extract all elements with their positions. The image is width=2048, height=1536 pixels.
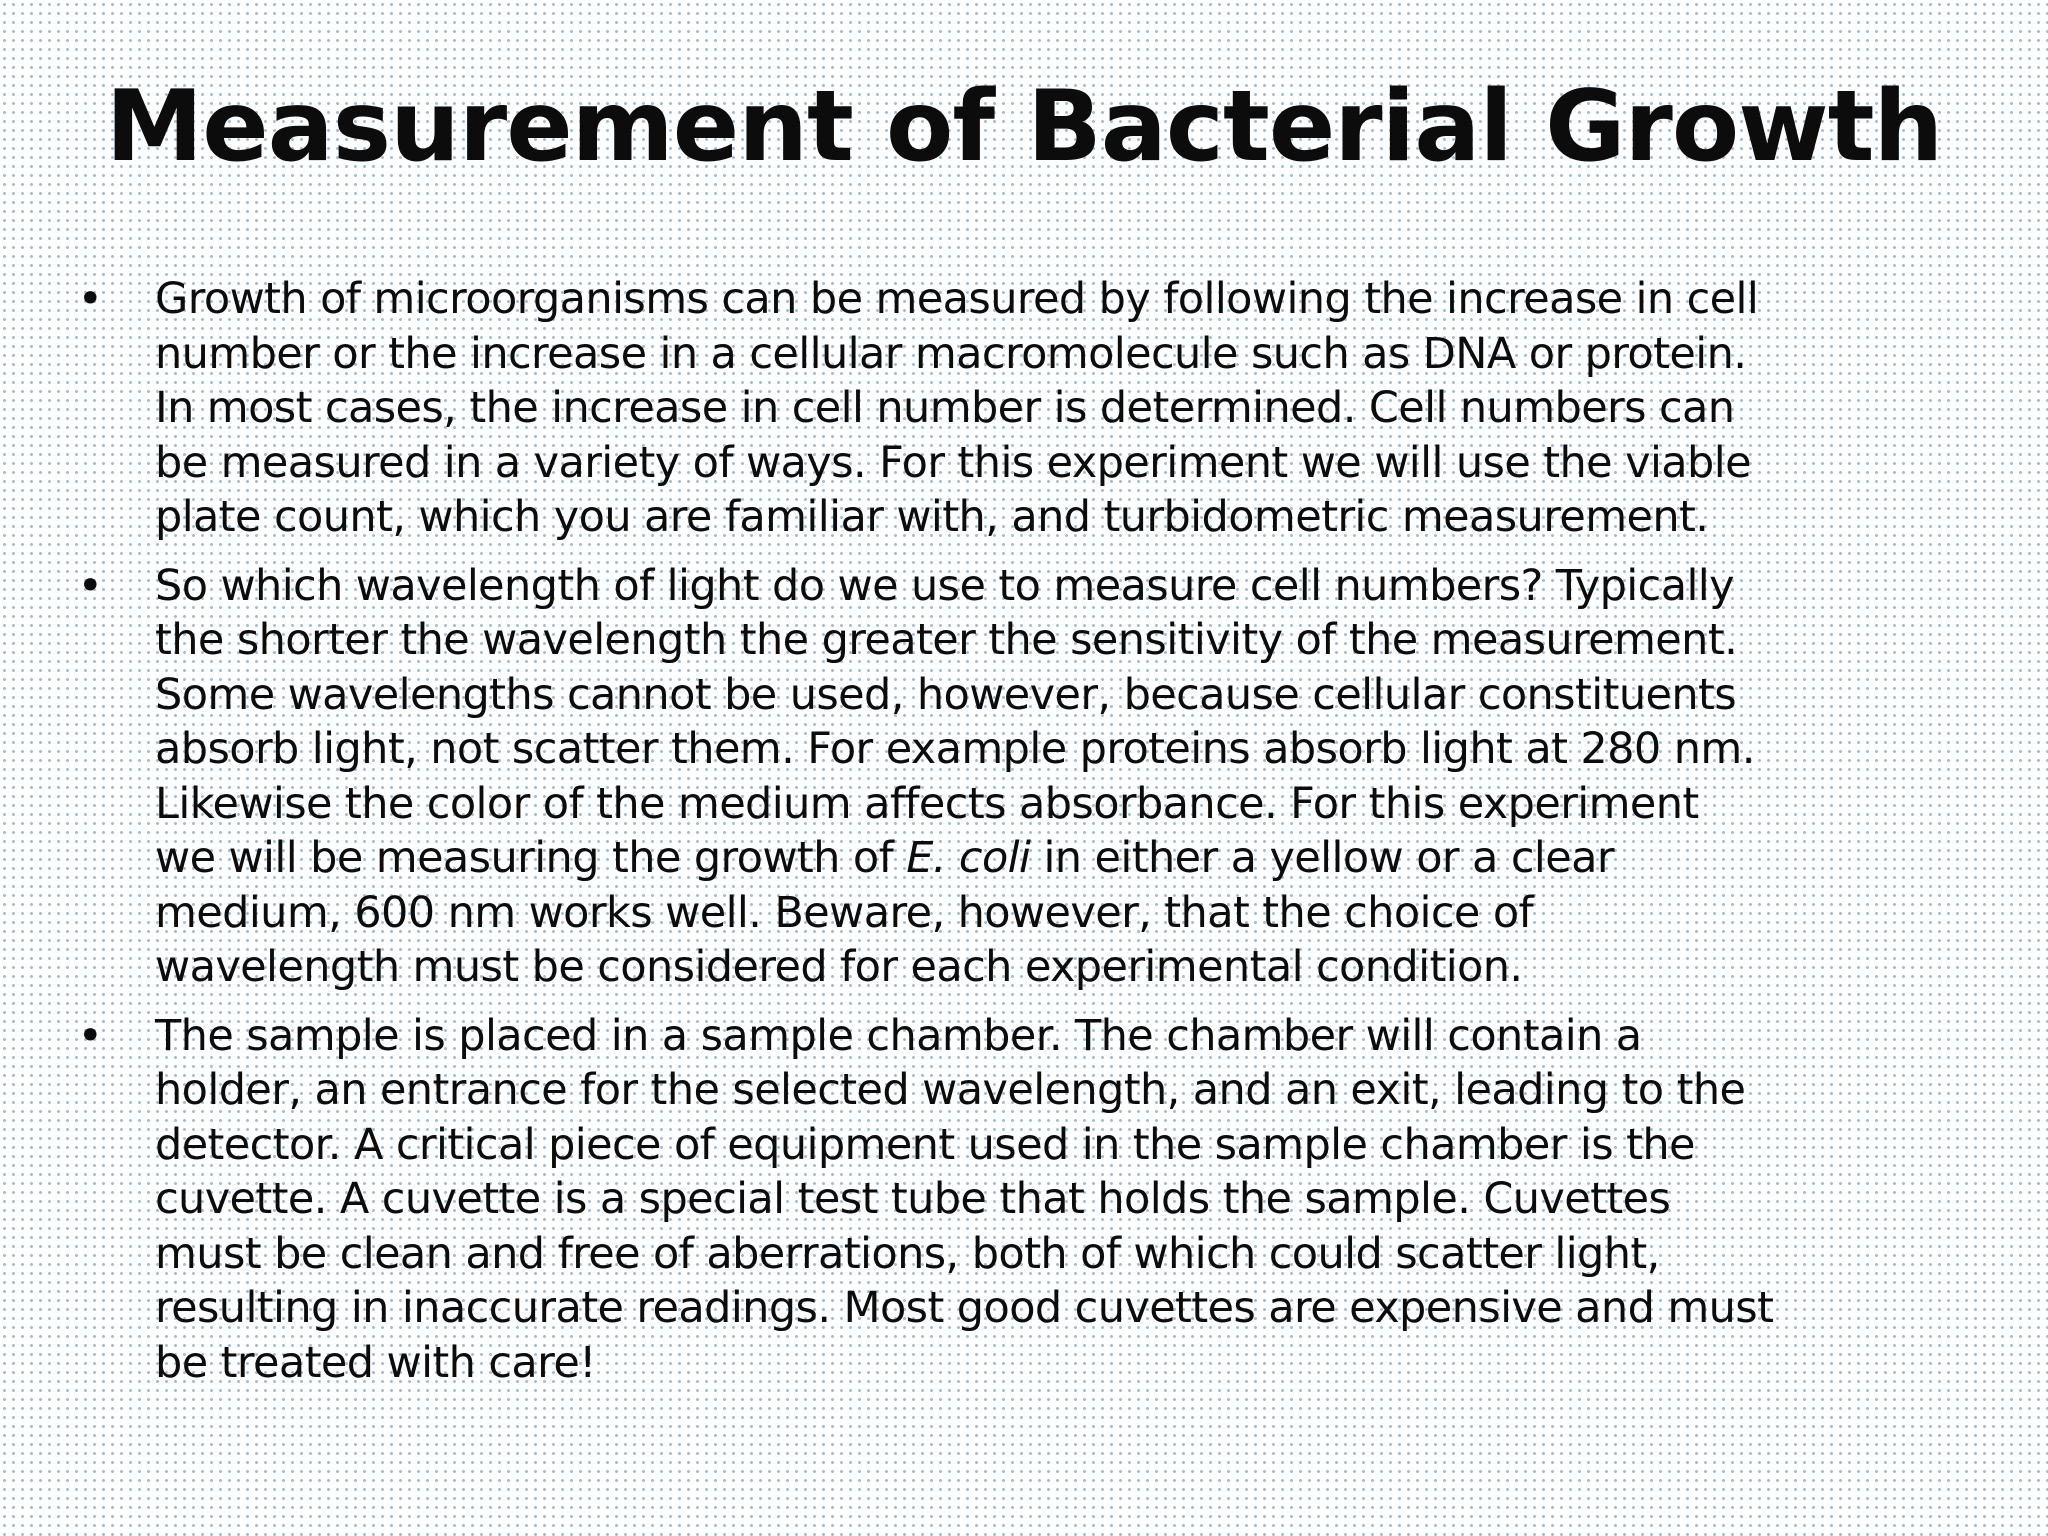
- text-line: cuvette. A cuvette is a special test tube that holds the sample. Cuvettes: [155, 1174, 1671, 1224]
- bullet-item-sample-chamber: [70, 1009, 1985, 1391]
- text-segment: we will be measuring the growth of: [155, 833, 907, 883]
- text-line: The sample is placed in a sample chamber. The chamber will contain a: [155, 1010, 1642, 1061]
- text-line: wavelength must be considered for each experimental condition.: [155, 942, 1523, 992]
- text-line: plate count, which you are familiar with, and turbidometric measurement.: [155, 492, 1709, 542]
- text-line: So which wavelength of light do we use to measure cell numbers? Typically: [155, 560, 1734, 611]
- bullet-dot: •: [77, 274, 103, 324]
- text-line: absorb light, not scatter them. For example proteins absorb light at 280 nm.: [155, 724, 1755, 774]
- text-line: holder, an entrance for the selected wavelength, and an exit, leading to the: [155, 1065, 1746, 1115]
- text-line: medium, 600 nm works well. Beware, however, that the choice of: [155, 887, 1534, 938]
- text-line: Some wavelengths cannot be used, however, because cellular constituents: [155, 669, 1737, 720]
- text-line: be measured in a variety of ways. For this experiment we will use the viable: [155, 437, 1751, 488]
- slide-title: Measurement of Bacterial Growth: [105, 70, 1943, 184]
- text-line: must be clean and free of aberrations, both of which could scatter light,: [155, 1228, 1660, 1279]
- bullet-item-growth-measurement: [70, 272, 1985, 545]
- text-line: the shorter the wavelength the greater the sensitivity of the measurement.: [155, 615, 1738, 665]
- text-segment: in either a yellow or a clear: [1030, 833, 1614, 883]
- text-line: be treated with care!: [155, 1337, 596, 1388]
- bullet-list: [70, 272, 1970, 1404]
- text-line: number or the increase in a cellular macromolecule such as DNA or protein.: [155, 328, 1747, 379]
- text-line: In most cases, the increase in cell number is determined. Cell numbers can: [155, 383, 1735, 433]
- bullet-item-wavelength: [70, 559, 1985, 995]
- text-line: detector. A critical piece of equipment used in the sample chamber is the: [155, 1119, 1695, 1170]
- species-name-italic: E. coli: [906, 833, 1031, 883]
- text-line-with-italic: [155, 831, 1985, 886]
- bullet-dot: •: [77, 1010, 103, 1061]
- text-line: Likewise the color of the medium affects absorbance. For this experiment: [155, 778, 1699, 829]
- bullet-dot: •: [77, 560, 103, 611]
- text-line: Growth of microorganisms can be measured by following the increase in cell: [155, 274, 1759, 324]
- text-line: resulting in inaccurate readings. Most good cuvettes are expensive and must: [155, 1283, 1774, 1333]
